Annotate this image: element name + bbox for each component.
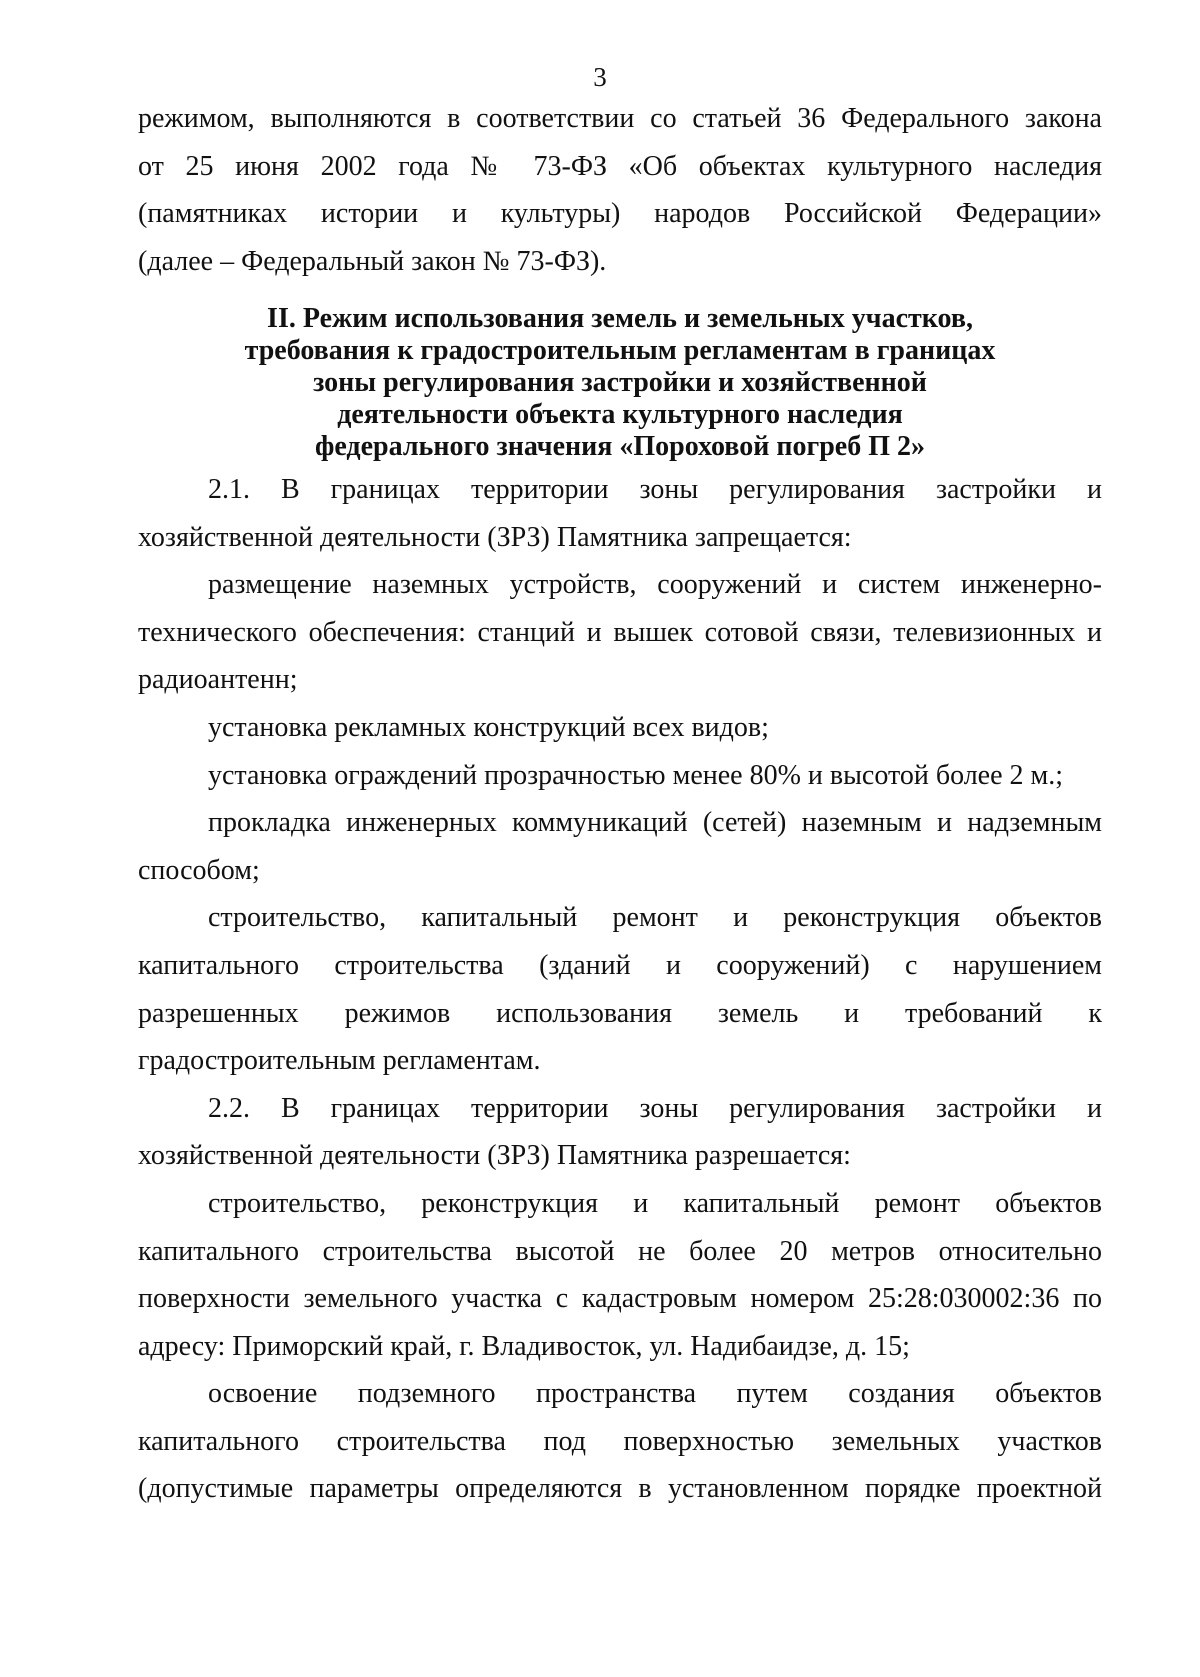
clause-2-2-line: 2.2. В границах территории зоны регулирования застройки и — [208, 1092, 1102, 1124]
heading-line: федерального значения «Пороховой погреб П 2» — [315, 431, 925, 462]
section-body — [138, 466, 1102, 1513]
prohibition-item-line: прокладка инженерных коммуникаций (сетей) наземным и надземным — [208, 807, 1102, 839]
permission-item-line: (допустимые параметры определяются в установленном порядке проектной — [138, 1473, 1102, 1505]
heading-line: требования к градостроительным регламентам в границах — [244, 335, 996, 366]
heading-line: деятельности объекта культурного наследия — [337, 399, 903, 430]
text-line: от 25 июня 2002 года № 73-ФЗ «Об объектах культурного наследия — [138, 150, 1102, 182]
prohibition-item-line: размещение наземных устройств, сооружений и систем инженерно- — [208, 569, 1102, 601]
permission-item-line: освоение подземного пространства путем создания объектов — [208, 1378, 1102, 1410]
heading-line: II. Режим использования земель и земельных участков, — [267, 303, 973, 334]
text-line: (памятниках истории и культуры) народов Российской Федерации» — [138, 198, 1102, 230]
page-number: 3 — [593, 62, 607, 92]
prohibition-item-line: разрешенных режимов использования земель и требований к — [138, 997, 1102, 1029]
text-line: (далее – Федеральный закон № 73-ФЗ). — [138, 245, 607, 277]
prohibition-item-line: градостроительным регламентам. — [138, 1045, 541, 1077]
permission-item-line: адресу: Приморский край, г. Владивосток, ул. Надибаидзе, д. 15; — [138, 1330, 910, 1362]
clause-2-2-line: хозяйственной деятельности (ЗРЗ) Памятника разрешается: — [138, 1140, 851, 1172]
intro-paragraph — [138, 95, 1102, 285]
heading-line: зоны регулирования застройки и хозяйственной — [313, 367, 927, 398]
prohibition-item-line: установка ограждений прозрачностью менее 80% и высотой более 2 м.; — [208, 759, 1064, 791]
permission-item-line: капитального строительства высотой не более 20 метров относительно — [138, 1235, 1102, 1267]
prohibition-item-line: радиоантенн; — [138, 664, 298, 696]
prohibition-item-line: строительство, капитальный ремонт и реконструкция объектов — [208, 902, 1102, 934]
permission-item-line: капитального строительства под поверхностью земельных участков — [138, 1425, 1102, 1457]
prohibition-item-line: капитального строительства (зданий и сооружений) с нарушением — [138, 949, 1102, 981]
text-line: режимом, выполняются в соответствии со статьей 36 Федерального закона — [138, 103, 1102, 134]
prohibition-item-line: способом; — [138, 854, 260, 886]
clause-2-1-line: хозяйственной деятельности (ЗРЗ) Памятника запрещается: — [138, 521, 852, 553]
prohibition-item-line: установка рекламных конструкций всех видов; — [208, 711, 769, 743]
permission-item-line: строительство, реконструкция и капитальный ремонт объектов — [208, 1187, 1102, 1219]
clause-2-1-line: 2.1. В границах территории зоны регулирования застройки и — [208, 474, 1102, 505]
prohibition-item-line: технического обеспечения: станций и вышек сотовой связи, телевизионных и — [138, 616, 1102, 648]
section-heading — [138, 303, 1102, 463]
permission-item-line: поверхности земельного участка с кадастровым номером 25:28:030002:36 по — [138, 1283, 1102, 1315]
